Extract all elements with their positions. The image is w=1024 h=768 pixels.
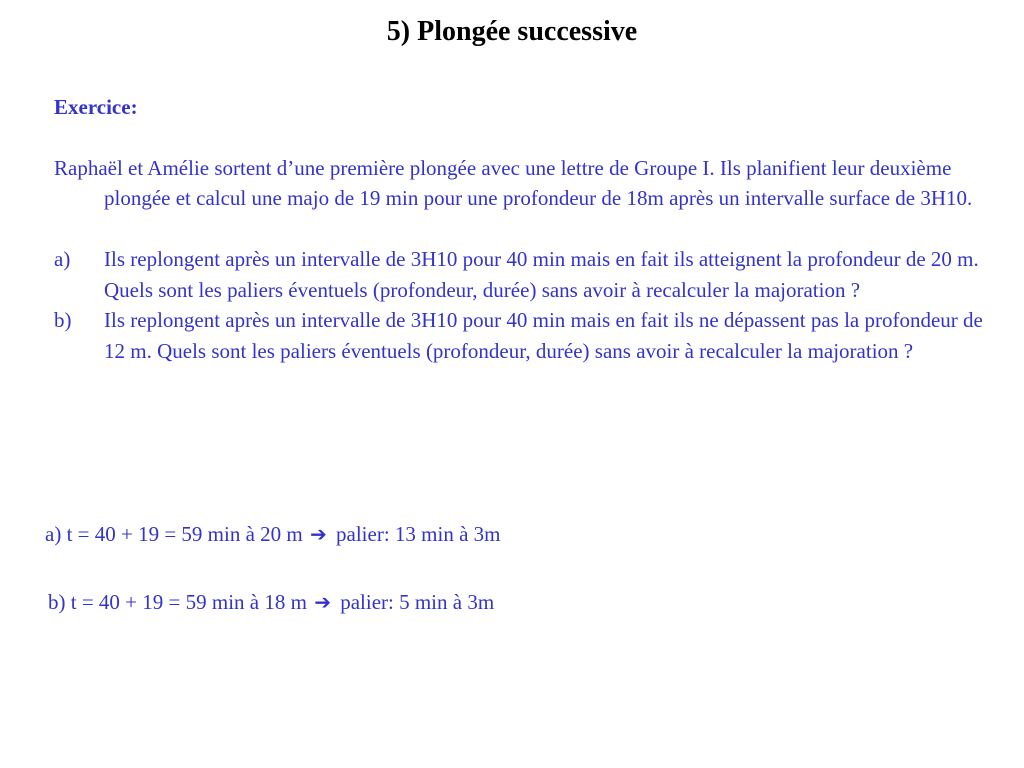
answer-calculation: b) t = 40 + 19 = 59 min à 18 m — [48, 590, 307, 614]
answer-result: palier: 13 min à 3m — [336, 522, 501, 546]
slide-title: 5) Plongée successive — [386, 16, 638, 47]
question-text: Ils replongent après un intervalle de 3H10 pour 40 min mais en fait ils atteignent la profondeur de 20 m. Quels sont les paliers éventuels (profondeur, durée) sans avoir à recalculer la majoration ? — [104, 247, 979, 302]
exercise-heading: Exercice: — [54, 95, 138, 119]
answer-result: palier: 5 min à 3m — [340, 590, 495, 614]
right-arrow-icon: ➔ — [310, 522, 327, 546]
right-arrow-icon: ➔ — [314, 590, 331, 614]
answer-calculation: a) t = 40 + 19 = 59 min à 20 m — [45, 522, 303, 546]
question-list — [54, 244, 984, 366]
question-marker: a) — [54, 247, 71, 271]
question-item-b — [54, 305, 984, 366]
question-item-a — [54, 244, 984, 305]
question-text: Ils replongent après un intervalle de 3H10 pour 40 min mais en fait ils ne dépassent pas la profondeur de 12 m. Quels sont les paliers éventuels (profondeur, durée) sans avoir à recalculer la majoration ? — [104, 308, 983, 363]
question-marker: b) — [54, 308, 72, 332]
exercise-intro: Raphaël et Amélie sortent d’une première plongée avec une lettre de Groupe I. Ils planifient leur deuxième plongée et calcul une majo de 19 min pour une profondeur de 18m après un intervalle surface de 3H10. — [54, 155, 973, 210]
answer-line-b — [48, 587, 494, 617]
answer-line-a — [45, 519, 501, 549]
exercise-block — [54, 92, 984, 366]
